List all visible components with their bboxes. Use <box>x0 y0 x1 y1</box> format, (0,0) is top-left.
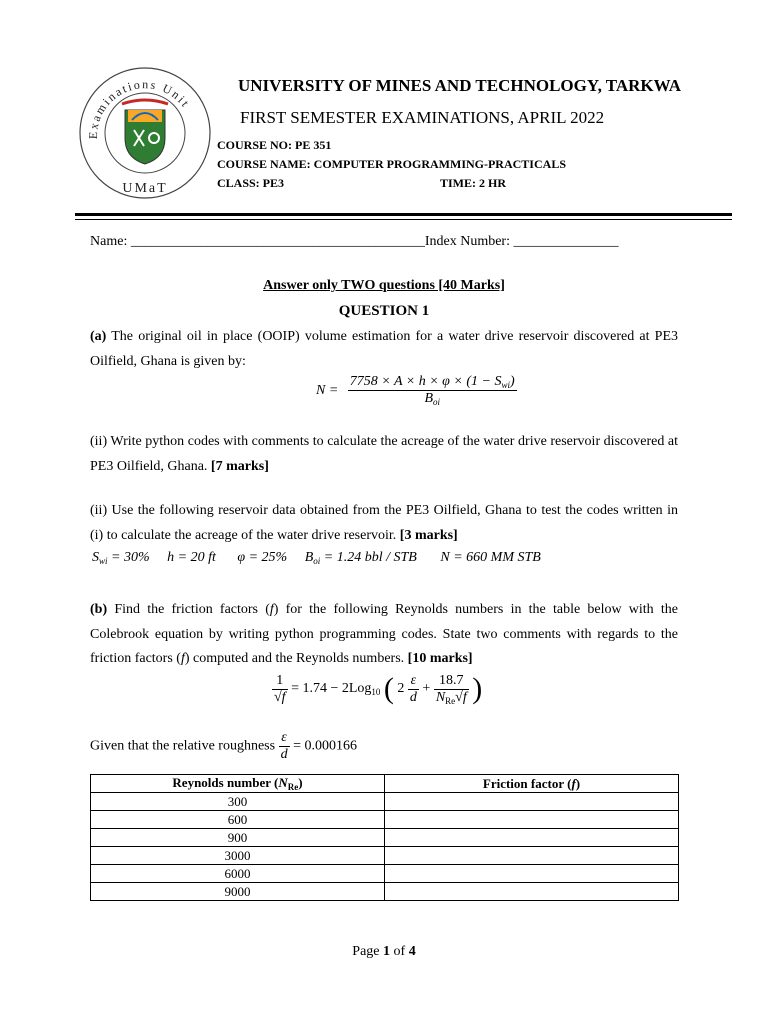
friction-cell[interactable] <box>385 883 679 901</box>
sub1-text: (ii) Write python codes with comments to calculate the acreage of the water drive reservoir discovered at PE3 Oilfield, Ghana. <box>90 434 678 474</box>
reservoir-data <box>92 550 541 566</box>
col-reynolds-header: Reynolds number $(N_{Re})$ <box>91 775 385 793</box>
student-info-row <box>90 234 618 250</box>
reynolds-cell: 300 <box>91 793 385 811</box>
given-fraction: $\frac{\varepsilon}{d}$ <box>280 730 288 762</box>
data-swi: $S_{wi} = 30\%$ <box>92 550 150 566</box>
table-row <box>91 811 679 829</box>
instructions: Answer only TWO questions [40 Marks] <box>263 278 505 293</box>
friction-factor-table <box>90 774 679 901</box>
part-b-text: (b) Find the friction factors (f) for the following Reynolds numbers in the table below with the Colebrook equation by writing python programming codes. State two comments with regards to the friction factors (f) computed and the Reynolds numbers. [10 marks] <box>90 602 678 666</box>
class-label: CLASS: PE3 <box>217 176 285 190</box>
page-number: 1 <box>383 944 391 959</box>
name-blank[interactable]: : __________________________________________ <box>123 234 425 249</box>
part-b-marks: [10 marks] <box>407 651 473 666</box>
course-name: COURSE NAME: COMPUTER PROGRAMMING-PRACTICALS <box>217 157 566 171</box>
friction-cell[interactable] <box>385 811 679 829</box>
formula-numerator: 7758 × A × h × φ × (1 − S <box>349 374 502 389</box>
table-row <box>91 865 679 883</box>
given-value: = 0.000166 <box>293 738 357 754</box>
reynolds-cell: 6000 <box>91 865 385 883</box>
data-h: h = 20 ft <box>167 550 216 565</box>
reynolds-cell: 9000 <box>91 883 385 901</box>
university-name: UNIVERSITY OF MINES AND TECHNOLOGY, TARKWA <box>238 76 682 95</box>
exam-title: FIRST SEMESTER EXAMINATIONS, APRIL 2022 <box>240 108 605 127</box>
time-label: TIME: 2 HR <box>440 176 506 190</box>
header-rule-thick <box>75 213 732 216</box>
sub2-text: (ii) Use the following reservoir data obtained from the PE3 Oilfield, Ghana to test the codes written in (i) to calculate the acreage of the water drive reservoir. <box>90 503 678 543</box>
umat-exam-unit-logo <box>78 66 212 200</box>
friction-cell[interactable] <box>385 793 679 811</box>
data-n: N = 660 MM STB <box>440 550 541 565</box>
logo-ring-text: Examinations Unit <box>85 77 194 140</box>
part-b-label: (b) <box>90 602 108 617</box>
name-label: Name <box>90 234 124 249</box>
formula-num-end: ) <box>510 374 515 389</box>
page-total: 4 <box>408 944 416 959</box>
part-a-sub1 <box>90 430 678 479</box>
sub1-marks: [7 marks] <box>210 458 269 474</box>
formula-denominator: B <box>424 391 434 406</box>
eq-re-fraction: $\frac{18.7}{N_{Re}√f}$ <box>435 672 467 706</box>
part-a-label: (a) <box>90 329 107 344</box>
given-text: Given that the relative roughness <box>90 738 276 754</box>
friction-cell[interactable] <box>385 829 679 847</box>
reynolds-cell: 600 <box>91 811 385 829</box>
friction-cell[interactable] <box>385 847 679 865</box>
data-phi: φ = 25% <box>237 550 288 565</box>
question-title: QUESTION 1 <box>338 303 430 319</box>
reynolds-cell: 900 <box>91 829 385 847</box>
part-a-body: The original oil in place (OOIP) volume estimation for a water drive reservoir discovered at PE3 Oilfield, Ghana is given by: <box>90 329 678 369</box>
col-friction-header: Friction factor (f) <box>385 775 679 793</box>
formula-lhs: N = <box>316 382 339 398</box>
part-a-text <box>90 325 678 374</box>
formula-fraction <box>348 374 517 407</box>
table-row <box>91 883 679 901</box>
part-a-sub2 <box>90 499 678 548</box>
header-rule-thin <box>75 219 732 220</box>
friction-cell[interactable] <box>385 865 679 883</box>
data-boi: $B_{oi} = 1.24$ bbl / STB <box>304 550 417 566</box>
table-header-row <box>91 775 679 793</box>
colebrook-equation: $\frac{1}{√f}$ = 1.74 − 2Log$_{10}$ ( 2 $\frac{\varepsilon}{d}$ + $\frac{18.7}{N_{Re}√f}$ ) <box>274 672 483 706</box>
logo-bottom-text: UMaT <box>122 181 168 196</box>
formula-den-sub: oi <box>433 397 441 407</box>
table-row <box>91 793 679 811</box>
page-footer: Page 1 of 4 <box>352 944 416 959</box>
sub2-marks: [3 marks] <box>399 527 458 543</box>
formula-num-sub: wi <box>501 380 511 390</box>
index-number-field[interactable]: Index Number: _______________ <box>424 234 619 249</box>
table-row <box>91 829 679 847</box>
eq-lhs-fraction: $\frac{1}{√f}$ <box>274 672 286 705</box>
reynolds-cell: 3000 <box>91 847 385 865</box>
course-number: COURSE NO: PE 351 <box>217 138 332 152</box>
eq-eps-d-fraction: $\frac{\varepsilon}{d}$ <box>409 672 417 705</box>
table-row <box>91 847 679 865</box>
ooip-formula <box>316 374 517 407</box>
relative-roughness <box>90 730 357 763</box>
